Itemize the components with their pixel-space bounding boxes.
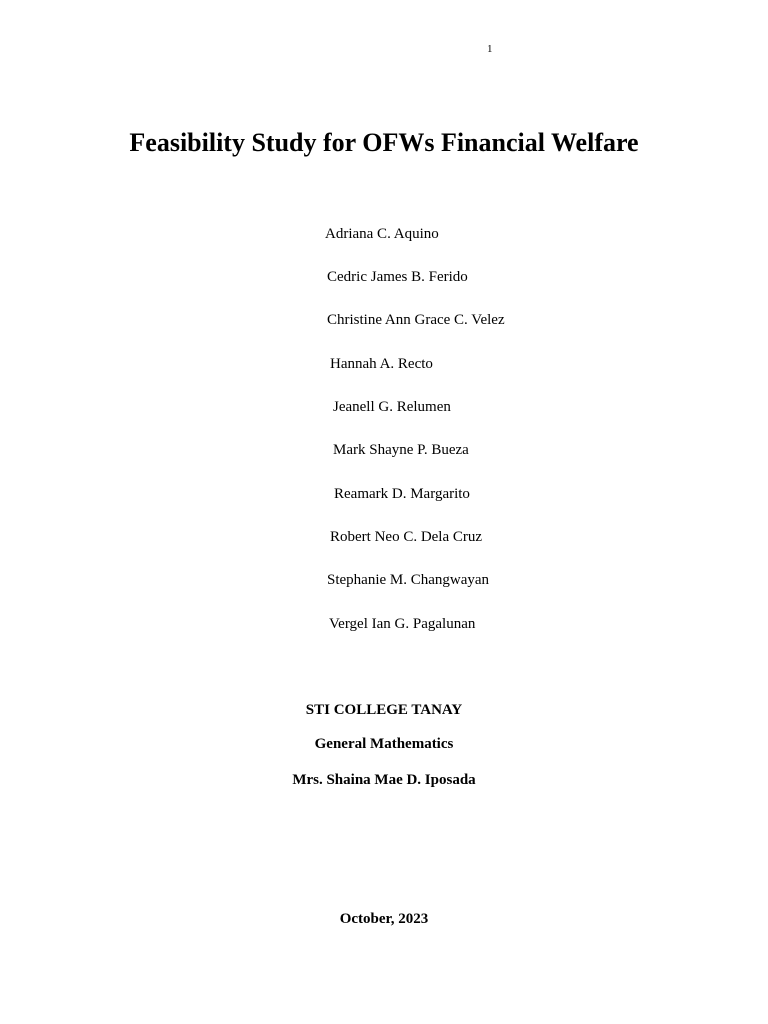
author-name: Hannah A. Recto [330, 356, 433, 372]
author-name: Stephanie M. Changwayan [327, 572, 490, 588]
author-name: Cedric James B. Ferido [327, 269, 468, 285]
author-name: Christine Ann Grace C. Velez [327, 312, 505, 328]
author-name: Jeanell G. Relumen [333, 399, 451, 415]
institution-name: STI COLLEGE TANAY [305, 702, 463, 718]
submission-date: October, 2023 [339, 911, 429, 927]
author-name: Reamark D. Margarito [334, 486, 470, 502]
document-title: Feasibility Study for OFWs Financial Welfare [129, 128, 639, 157]
author-name: Vergel Ian G. Pagalunan [329, 616, 476, 632]
author-name: Mark Shayne P. Bueza [333, 442, 469, 458]
instructor-name: Mrs. Shaina Mae D. Iposada [292, 772, 476, 788]
author-name: Robert Neo C. Dela Cruz [330, 529, 483, 545]
subject-name: General Mathematics [314, 736, 454, 752]
page-number: 1 [487, 43, 493, 55]
author-name: Adriana C. Aquino [325, 226, 439, 242]
